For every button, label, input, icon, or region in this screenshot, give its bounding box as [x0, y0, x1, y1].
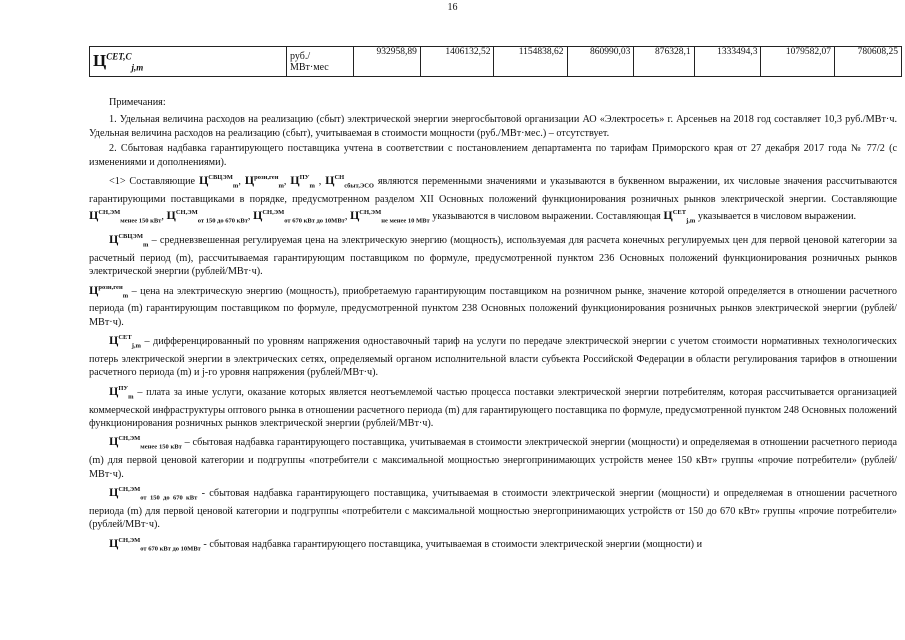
- note-3-text-b: являются переменными значениями и указываются в буквенном выражении, их числовые значения рассчитываются гарантирующими поставщиками в порядке, предусмотренном разделом XII Основных положений функционирования розничных рынков электрической энергии. Составляющие: [89, 176, 898, 205]
- symbol-base: Ц: [93, 50, 107, 70]
- value-cell: 932958,89: [354, 47, 421, 77]
- def-pu: $Ц^{ПУ}_m$ – плата за иные услуги, оказание которых является неотъемлемой частью процесса поставки электрической энергии потребителям, которая рассчитывается организацией коммерческой инфраструктуры оптового рынка в отношении расчетного периода (m) для гарантирующего поставщика по формуле, предусмотренной пунктом 248 Основных положений функционирования розничных рынков электрической энергии (рублей/МВт·ч).: [89, 383, 897, 430]
- symbol-sub: j,m: [131, 62, 144, 73]
- note-3-text-a: <1> Составляющие: [109, 176, 196, 188]
- symbol-set: $Ц^{СЕТ}_{j,m}$: [663, 208, 696, 225]
- symbol-sn-ge10: $Ц^{СН,ЭМ}_{не менее 10 МВт}$: [349, 208, 430, 225]
- notes-section: [89, 96, 897, 557]
- def-svcem: $Ц^{СВЦЭМ}_m$ – средневзвешенная регулируемая цена на электрическую энергию (мощность), используемая для расчета конечных регулируемых цен для первой ценовой категории за расчетный период (m), рассчитываемая гарантирующим поставщиком по формуле, предусмотренной пунктом 236 Основных положений функционирования розничных рынков электрической энергии (рублей/МВт·ч).: [89, 232, 898, 278]
- value-cell: 1079582,07: [761, 47, 835, 77]
- note-3-text-d: указывается в числовом выражении.: [697, 211, 857, 223]
- value-cell: 876328,1: [634, 47, 694, 77]
- unit-line-1: руб./: [290, 50, 311, 62]
- value-cell: 1333494,3: [694, 47, 761, 77]
- value-cell: 860990,03: [567, 47, 634, 77]
- def-rozn-gen: $Ц^{розн,ген}_m$ – цена на электрическую энергию (мощность), приобретаемую гарантирующим поставщиком на розничном рынке, значение которой определяется в отношении расчетного периода (m) гарантирующим поставщиком по формуле, предусмотренной пунктом 238 Основных положений функционирования розничных рынков электрической энергии (рублей/МВт·ч).: [89, 282, 898, 328]
- note-1: 1. Удельная величина расходов на реализацию (сбыт) электрической энергии энергосбытовой организации АО «Электросеть» г. Арсеньев на 2018 год составляет 10,3 руб./МВт·ч. Удельная величина расходов на реализацию (сбыт), учитываемая в стоимости мощности (руб./МВт·мес.) – отсутствует.: [89, 114, 897, 139]
- symbol-sn-670-10: $Ц^{СН,ЭМ}_{от 670 кВт до 10МВт}$: [253, 208, 345, 225]
- page-number: 16: [447, 2, 458, 13]
- symbol-svcem: $Ц^{СВЦЭМ}_m$: [198, 173, 239, 190]
- symbol-sn-lt150: $Ц^{СН,ЭМ}_{менее 150 кВт}$: [89, 208, 162, 225]
- def-sn-670-10: $Ц^{СН,ЭМ}_{от 670 кВт до 10МВт}$ - сбытовая надбавка гарантирующего поставщика, учитываемая в стоимости электрической энергии (мощности) и: [109, 535, 703, 553]
- symbol-rozn-gen: $Ц^{розн,ген}_m$: [244, 173, 284, 190]
- def-set: $Ц^{СЕТ}_{j,m}$ – дифференцированный по уровням напряжения одноставочный тариф на услуги по передаче электрической энергии с учетом стоимости нормативных технологических потерь электрической энергии в электрических сетях, определяемый органом исполнительной власти субъекта Российской Федерации в области регулирования тарифов в отношении расчетного периода (m) и j-го уровня напряжения (рублей/МВт·ч).: [89, 333, 897, 379]
- def-sn-150-670: $Ц^{СН,ЭМ}_{от 150 до 670 кВт}$ - сбытовая надбавка гарантирующего поставщика, учитываемая в стоимости электрической энергии (мощности) и определяемая в отношении расчетного периода (m) для первой ценовой категории и подгруппы «потребители с максимальной мощностью энергопринимающих устройств от 150 до 670 кВт» группы «прочие потребители» (рублей/МВт·ч).: [89, 485, 897, 531]
- unit-cell: [287, 47, 354, 77]
- notes-heading: Примечания:: [109, 97, 166, 108]
- value-cell: 1154838,62: [494, 47, 567, 77]
- symbol-pu: $Ц^{ПУ}_m$: [290, 173, 315, 190]
- tariff-symbol: [90, 47, 287, 77]
- symbol-sup: СЕТ,С: [106, 51, 132, 62]
- symbol-cn-sbyt: $Ц^{СН}_{сбыт,ЭСО}$: [325, 173, 374, 190]
- note-2: 2. Сбытовая надбавка гарантирующего поставщика учтена в соответствии с постановлением департамента по тарифам Приморского края от 27 декабря 2017 года № 77/2 (с изменениями и дополнениями).: [89, 143, 897, 168]
- symbol-sn-150-670: $Ц^{СН,ЭМ}_{от 150 до 670 кВт}$: [166, 208, 248, 225]
- value-cell: 1406132,52: [420, 47, 494, 77]
- note-3-text-c: указываются в числовом выражении. Составляющая: [432, 211, 661, 223]
- table-row: [90, 47, 902, 77]
- note-3: <1> Составляющие $Ц^{СВЦЭМ}_m$, $Ц^{розн,ген}_m$, $Ц^{ПУ}_m$ , $Ц^{СН}_{сбыт,ЭСО}$ являются переменными значениями и указываются в буквенном выражении, их числовые значения рассчитываются гарантирующими поставщиками в порядке, предусмотренном разделом XII Основных положений функционирования розничных рынков электрической энергии. Составляющие $Ц^{СН,ЭМ}_{менее 150 кВт}$, $Ц^{СН,ЭМ}_{от 150 до 670 кВт}$, $Ц^{СН,ЭМ}_{от 670 кВт до 10МВт}$, $Ц^{СН,ЭМ}_{не менее 10 МВт}$ указываются в числовом выражении. Составляющая $Ц^{СЕТ}_{j,m}$ указывается в числовом выражении.: [89, 173, 898, 225]
- unit-line-2: МВт·мес: [290, 61, 329, 73]
- def-sn-lt150: $Ц^{СН,ЭМ}_{менее 150 кВт}$ – сбытовая надбавка гарантирующего поставщика, учитываемая в стоимости электрической энергии (мощности) и определяемая в отношении расчетного периода (m) для первой ценовой категории и подгруппы «потребители с максимальной мощностью энергопринимающих устройств менее 150 кВт» группы «прочие потребители» (рублей/МВт·ч).: [89, 434, 898, 480]
- value-cell: 780608,25: [835, 47, 902, 77]
- tariff-table: [89, 46, 902, 77]
